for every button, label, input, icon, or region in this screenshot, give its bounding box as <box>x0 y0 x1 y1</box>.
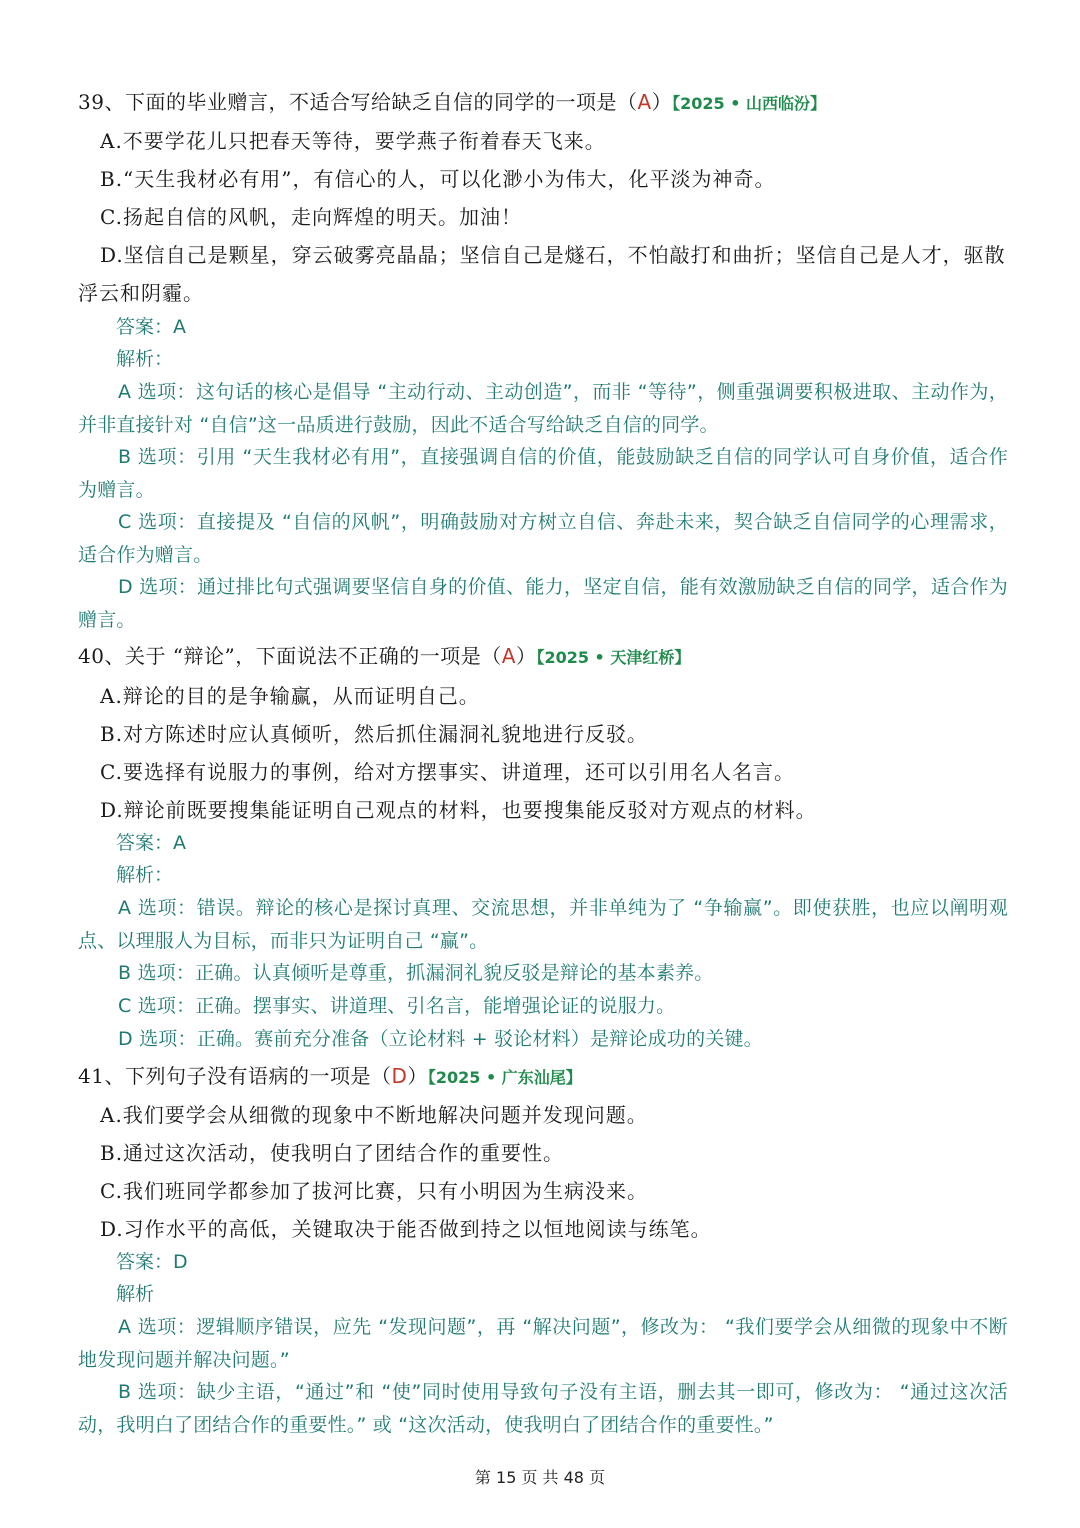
option-b: B.对方陈述时应认真倾听，然后抓住漏洞礼貌地进行反驳。 <box>100 722 649 746</box>
answer-line: 答案：A <box>116 832 186 854</box>
explanation-a: A 选项：这句话的核心是倡导 “主动行动、主动创造”，而非 “等待”，侧重强调要积极进取、主动作为，并非直接针对 “自信”这一品质进行鼓励，因此不适合写给缺乏自信的同学。 <box>78 381 1008 436</box>
question-source: 【2025 • 山西临汾】 <box>672 94 827 113</box>
explanation-d: D 选项：正确。赛前充分准备（立论材料 + 驳论材料）是辩论成功的关键。 <box>118 1028 763 1050</box>
answer-mark: A <box>501 644 516 668</box>
question-40-stem: 40、关于 “辩论”，下面说法不正确的一项是（A）【2025 • 天津红桥】 <box>78 644 691 668</box>
answer-line: 答案：A <box>116 316 186 338</box>
explanation-a: A 选项：错误。辩论的核心是探讨真理、交流思想，并非单纯为了 “争输赢”。即使获胜，也应以阐明观点、以理服人为目标，而非只为证明自己 “赢”。 <box>78 897 1008 952</box>
answer-line: 答案：D <box>116 1251 188 1273</box>
option-c: C.扬起自信的风帆，走向辉煌的明天。加油！ <box>100 205 522 229</box>
option-b: B.通过这次活动，使我明白了团结合作的重要性。 <box>100 1141 565 1165</box>
answer-mark: A <box>637 90 652 114</box>
option-a: A.不要学花儿只把春天等待，要学燕子衔着春天飞来。 <box>100 129 606 153</box>
question-41-stem: 41、下列句子没有语病的一项是（D）【2025 • 广东汕尾】 <box>78 1064 582 1088</box>
option-b: B.“天生我材必有用”，有信心的人，可以化渺小为伟大，化平淡为神奇。 <box>100 167 776 191</box>
analysis-label: 解析 <box>116 1283 155 1305</box>
analysis-label: 解析： <box>116 348 174 370</box>
option-d: D.辩论前既要搜集能证明自己观点的材料，也要搜集能反驳对方观点的材料。 <box>100 798 817 822</box>
option-a: A.我们要学会从细微的现象中不断地解决问题并发现问题。 <box>100 1103 648 1127</box>
explanation-b: B 选项：正确。认真倾听是尊重，抓漏洞礼貌反驳是辩论的基本素养。 <box>118 962 714 984</box>
option-d: D.习作水平的高低，关键取决于能否做到持之以恒地阅读与练笔。 <box>100 1217 712 1241</box>
option-d: D.坚信自己是颗星，穿云破雾亮晶晶；坚信自己是燧石，不怕敲打和曲折；坚信自己是人才，驱散浮云和阴霾。 <box>78 243 1006 305</box>
option-c: C.要选择有说服力的事例，给对方摆事实、讲道理，还可以引用名人名言。 <box>100 760 795 784</box>
explanation-a: A 选项：逻辑顺序错误，应先 “发现问题”，再 “解决问题”，修改为： “我们要学会从细微的现象中不断地发现问题并解决问题。” <box>78 1316 1008 1371</box>
option-c: C.我们班同学都参加了拔河比赛，只有小明因为生病没来。 <box>100 1179 648 1203</box>
answer-mark: D <box>391 1064 408 1088</box>
explanation-c: C 选项：直接提及 “自信的风帆”，明确鼓励对方树立自信、奔赴未来，契合缺乏自信同学的心理需求，适合作为赠言。 <box>78 511 1008 566</box>
page-footer: 第 15 页 共 48 页 <box>474 1468 606 1487</box>
explanation-c: C 选项：正确。摆事实、讲道理、引名言，能增强论证的说服力。 <box>118 995 676 1017</box>
explanation-b: B 选项：缺少主语，“通过”和 “使”同时使用导致句子没有主语，删去其一即可，修改为： “通过这次活动，我明白了团结合作的重要性。” 或 “这次活动，使我明白了团结合作的重要性。” <box>78 1381 1008 1436</box>
question-39-stem: 39、下面的毕业赠言，不适合写给缺乏自信的同学的一项是（A）【2025 • 山西临汾】 <box>78 90 827 114</box>
question-source: 【2025 • 广东汕尾】 <box>427 1068 582 1087</box>
explanation-b: B 选项：引用 “天生我材必有用”，直接强调自信的价值，能鼓励缺乏自信的同学认可自身价值，适合作为赠言。 <box>78 446 1008 501</box>
option-a: A.辩论的目的是争输赢，从而证明自己。 <box>100 684 480 708</box>
analysis-label: 解析： <box>116 864 174 886</box>
question-source: 【2025 • 天津红桥】 <box>536 648 691 667</box>
explanation-d: D 选项：通过排比句式强调要坚信自身的价值、能力，坚定自信，能有效激励缺乏自信的同学，适合作为赠言。 <box>78 576 1008 631</box>
